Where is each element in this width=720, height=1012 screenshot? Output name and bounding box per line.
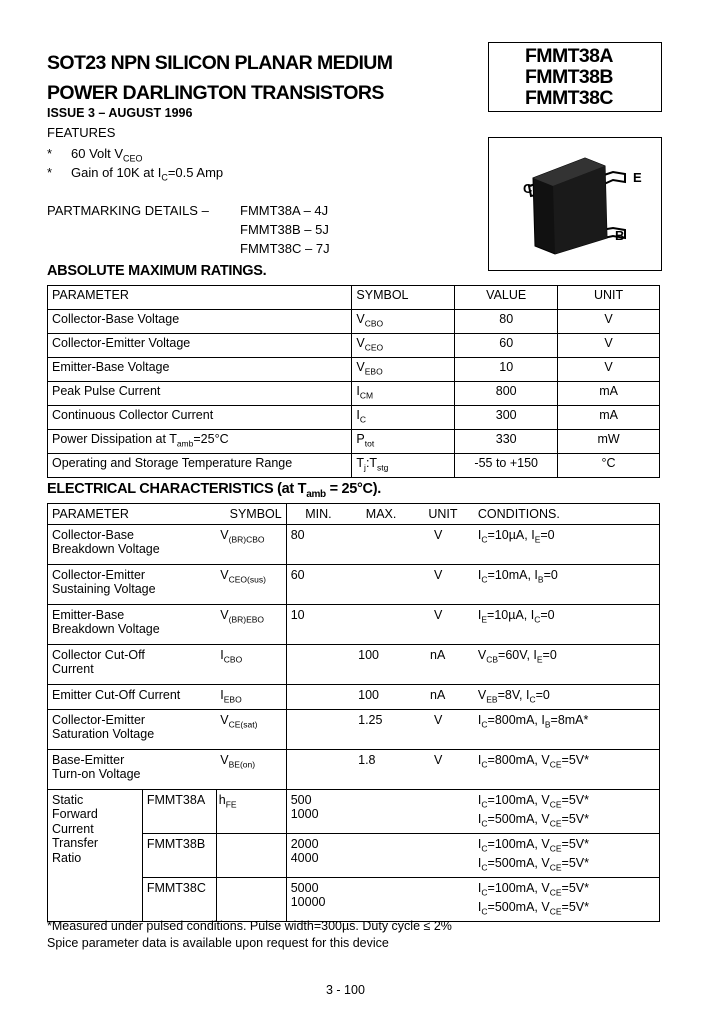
symbol-cell: $T_j:T_{stg}$ [352,454,455,478]
max-cell [350,789,412,833]
sot23-package-box [488,137,662,271]
symbol-cell: $V_{CEO(sus)}$ [216,564,286,604]
table-row [48,644,660,684]
value-cell: 60 [455,334,558,358]
param-cell: Collector Cut-Off Current [48,644,217,684]
conditions-cell: $I_E=10\mu A$, $I_C=0$ [474,604,660,644]
table-row [48,749,660,789]
unit-cell: V [412,709,474,749]
unit-cell: mW [558,430,660,454]
min-cell: 10 [286,604,350,644]
table-row [48,709,660,749]
col-header: VALUE [455,286,558,310]
issue-date: ISSUE 3 – AUGUST 1996 [47,106,193,120]
unit-cell: °C [558,454,660,478]
symbol-cell: $I_{EBO}$ [216,684,286,709]
param-cell: Emitter-Base Voltage [48,358,352,382]
symbol-cell: $V_{BE(on)}$ [216,749,286,789]
conditions-cell: $I_C=800mA$, $I_B=8mA*$ [474,709,660,749]
conditions-cell: $I_C=10\mu A$, $I_E=0$ [474,524,660,564]
unit-cell [412,833,474,877]
partmarking-line: FMMT38A – 4J [240,203,329,218]
table-row [48,382,660,406]
max-cell: 100 [350,684,412,709]
page-title [47,48,392,108]
part-number: FMMT38C [525,87,613,109]
conditions-cell: $V_{CB}=60V$, $I_E=0$ [474,644,660,684]
partmarking-label: PARTMARKING DETAILS – [47,203,209,218]
max-cell [350,877,412,921]
param-cell: Collector-Emitter Sustaining Voltage [48,564,217,604]
unit-cell [412,877,474,921]
min-cell [286,644,350,684]
symbol-cell: $V_{CE(sat)}$ [216,709,286,749]
min-cell [286,749,350,789]
table-row [48,524,660,564]
value-cell: 800 [455,382,558,406]
table-row [48,684,660,709]
table-row [48,430,660,454]
conditions-cell: $I_C=100mA$, $V_{CE}=5V*$ $I_C=500mA$, $V_{CE}=5V*$ [474,877,660,921]
symbol-cell [216,833,286,877]
hfe-part-cell: FMMT38B [142,833,216,877]
param-cell: Collector-Emitter Voltage [48,334,352,358]
param-cell: Power Dissipation at $T_{amb}=25^\circ C$ [48,430,352,454]
max-cell [350,833,412,877]
unit-cell: nA [412,644,474,684]
part-number-box [488,42,662,112]
param-cell: Collector-Base Breakdown Voltage [48,524,217,564]
col-header: CONDITIONS. [474,504,660,525]
conditions-cell: $I_C=10mA$, $I_B=0$ [474,564,660,604]
col-header: UNIT [412,504,474,525]
param-cell: Collector-Emitter Saturation Voltage [48,709,217,749]
symbol-cell: $V_{(BR)EBO}$ [216,604,286,644]
table-row [48,358,660,382]
title-line-2: POWER DARLINGTON TRANSISTORS [47,82,384,104]
param-cell: Emitter-Base Breakdown Voltage [48,604,217,644]
table-row [48,454,660,478]
unit-cell [412,789,474,833]
elec-heading: ELECTRICAL CHARACTERISTICS (at $T_{amb} = 25^\circ C$). [47,481,381,500]
min-cell: 500 1000 [286,789,350,833]
col-header: MIN. [286,504,350,525]
value-cell: 80 [455,310,558,334]
symbol-cell: $V_{(BR)CBO}$ [216,524,286,564]
spice-note: Spice parameter data is available upon request for this device [47,936,389,950]
hfe-row [48,789,660,833]
pulsed-note: *Measured under pulsed conditions. Pulse width=300µs. Duty cycle ≤ 2% [47,919,452,933]
min-cell: 5000 10000 [286,877,350,921]
unit-cell: nA [412,684,474,709]
conditions-cell: $I_C=100mA$, $V_{CE}=5V*$ $I_C=500mA$, $V_{CE}=5V*$ [474,789,660,833]
param-cell: Collector-Base Voltage [48,310,352,334]
max-cell [350,524,412,564]
value-cell: 330 [455,430,558,454]
symbol-cell: $I_C$ [352,406,455,430]
unit-cell: V [558,334,660,358]
partmarking-line: FMMT38B – 5J [240,222,329,237]
symbol-cell: $I_{CM}$ [352,382,455,406]
conditions-cell: $I_C=100mA$, $V_{CE}=5V*$ $I_C=500mA$, $V_{CE}=5V*$ [474,833,660,877]
unit-cell: V [558,310,660,334]
value-cell: 10 [455,358,558,382]
table-header-row [48,504,660,525]
value-cell: -55 to +150 [455,454,558,478]
min-cell [286,684,350,709]
param-cell: Base-Emitter Turn-on Voltage [48,749,217,789]
table-row [48,604,660,644]
table-row [48,406,660,430]
min-cell [286,709,350,749]
table-row [48,310,660,334]
abs-max-heading: ABSOLUTE MAXIMUM RATINGS. [47,263,267,279]
col-header: UNIT [558,286,660,310]
max-cell: 1.25 [350,709,412,749]
features-heading: FEATURES [47,125,116,140]
conditions-cell: $I_C=800mA$, $V_{CE}=5V*$ [474,749,660,789]
elec-char-table [47,503,660,922]
abs-max-table [47,285,660,478]
unit-cell: V [412,524,474,564]
unit-cell: mA [558,382,660,406]
col-header: SYMBOL [352,286,455,310]
pin-e-label: E [633,170,642,185]
max-cell [350,604,412,644]
param-cell: Emitter Cut-Off Current [48,684,217,709]
part-number: FMMT38A [525,45,613,67]
max-cell: 1.8 [350,749,412,789]
col-header: SYMBOL [216,504,286,525]
symbol-cell: $h_{FE}$ [216,789,286,833]
symbol-cell: $P_{tot}$ [352,430,455,454]
feature-item: * Gain of 10K at $I_C=0.5$ Amp [47,165,224,183]
pin-c-label: C [523,181,533,196]
unit-cell: mA [558,406,660,430]
symbol-cell: $V_{CEO}$ [352,334,455,358]
hfe-part-cell: FMMT38C [142,877,216,921]
value-cell: 300 [455,406,558,430]
max-cell [350,564,412,604]
page-number: 3 - 100 [326,983,365,997]
symbol-cell [216,877,286,921]
param-cell: Peak Pulse Current [48,382,352,406]
unit-cell: V [558,358,660,382]
partmarking-line: FMMT38C – 7J [240,241,330,256]
symbol-cell: $I_{CBO}$ [216,644,286,684]
min-cell: 2000 4000 [286,833,350,877]
symbol-cell: $V_{CBO}$ [352,310,455,334]
col-header: MAX. [350,504,412,525]
table-header-row [48,286,660,310]
param-cell: Operating and Storage Temperature Range [48,454,352,478]
hfe-label-cell: Static Forward Current Transfer Ratio [48,789,143,921]
unit-cell: V [412,564,474,604]
feature-item: * 60 Volt $V_{CEO}$ [47,146,143,164]
max-cell: 100 [350,644,412,684]
unit-cell: V [412,749,474,789]
conditions-cell: $V_{EB}=8V$, $I_C=0$ [474,684,660,709]
sot23-package-icon [489,138,663,272]
min-cell: 60 [286,564,350,604]
min-cell: 80 [286,524,350,564]
part-number: FMMT38B [525,66,613,88]
table-row [48,564,660,604]
symbol-cell: $V_{EBO}$ [352,358,455,382]
pin-b-label: B [615,228,625,243]
hfe-part-cell: FMMT38A [142,789,216,833]
unit-cell: V [412,604,474,644]
col-header: PARAMETER [48,286,352,310]
col-header: PARAMETER [48,504,217,525]
table-row [48,334,660,358]
title-line-1: SOT23 NPN SILICON PLANAR MEDIUM [47,52,393,74]
param-cell: Continuous Collector Current [48,406,352,430]
